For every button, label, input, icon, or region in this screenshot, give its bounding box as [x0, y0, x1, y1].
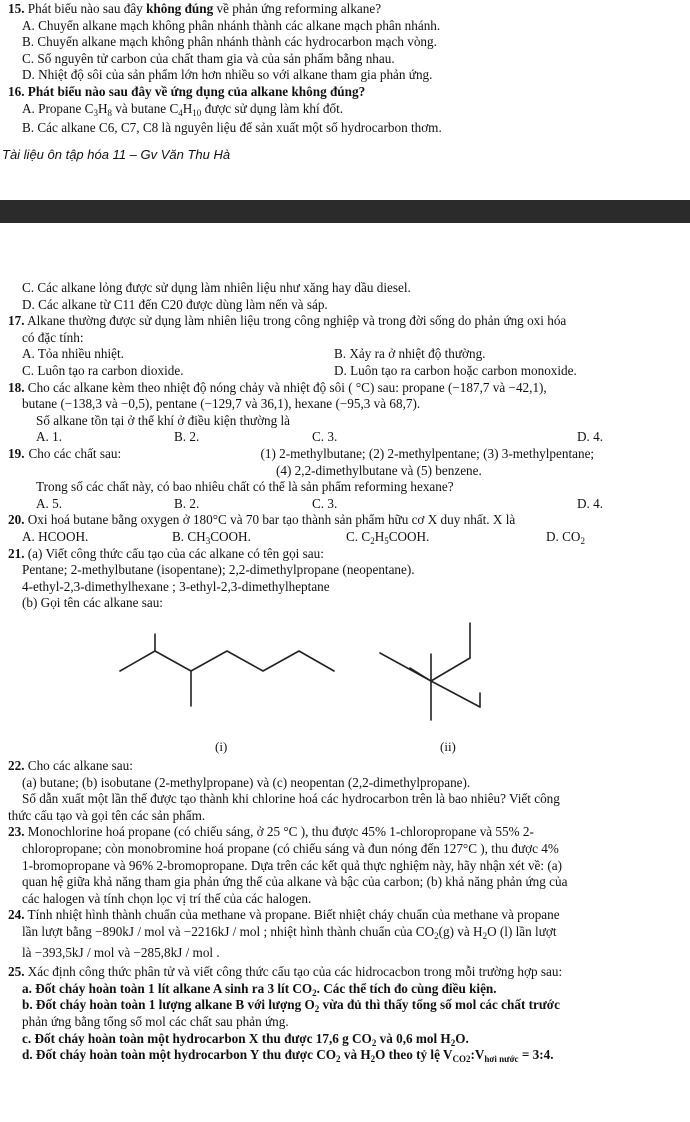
- answer-17a: A. Tỏa nhiều nhiệt.: [22, 346, 124, 362]
- question-22: 22. Cho các alkane sau:: [8, 758, 133, 773]
- question-25b: b. Đốt cháy hoàn toàn 1 lượng alkane B với lượng $O_2$ vừa đủ thì thấy tổng số mol các chất trước: [22, 997, 560, 1014]
- answers-20: A. HCOOH. B. $CH_3COOH$. C. $C_2H_5COOH$. D. $CO_2$: [22, 528, 585, 546]
- question-17-line2: có đặc tính:: [22, 329, 84, 345]
- answer-15c: C. Số nguyên tử carbon của chất tham gia và của sản phẩm bằng nhau.: [22, 50, 395, 66]
- question-21: 21. (a) Viết công thức cấu tạo của các alkane có tên gọi sau:: [8, 545, 324, 561]
- question-25a: a. Đốt cháy hoàn toàn 1 lít alkane A sinh ra 3 lít $CO_2$. Các thể tích đo cùng điều kiện.: [22, 980, 497, 998]
- answer-15b: B. Chuyển alkane mạch không phân nhánh thành các hydrocarbon mạch vòng.: [22, 34, 437, 50]
- question-25d: d. Đốt cháy hoàn toàn một hydrocarbon Y thu được $CO_2$ và $H_2O$ theo tỷ lệ $V_{CO2}:V_{hơi nước}$ = 3:4.: [22, 1047, 554, 1064]
- question-25c: c. Đốt cháy hoàn toàn một hydrocarbon X thu được 17,6 g $CO_2$ và 0,6 mol $H_2O$.: [22, 1030, 469, 1048]
- question-16: 16. Phát biểu nào sau đây về ứng dụng của alkane không đúng?: [8, 83, 366, 99]
- answer-16b: B. Các alkane C6, C7, C8 là nguyên liệu để sản xuất một số hydrocarbon thơm.: [22, 120, 442, 136]
- answer-16c: C. Các alkane lỏng được sử dụng làm nhiên liệu như xăng hay dầu diesel.: [22, 280, 411, 295]
- answers-18: A. 1. B. 2. C. 3. D. 4.: [36, 429, 604, 445]
- answer-17b: B. Xảy ra ở nhiệt độ thường.: [334, 346, 486, 362]
- caption-ii: (ii): [440, 739, 456, 754]
- question-18: 18. Cho các alkane kèm theo nhiệt độ nóng chảy và nhiệt độ sôi ( °C) sau: propane (−187,7 và −42,1),: [8, 379, 547, 395]
- structure-i-skeletal-formula: [120, 634, 334, 706]
- question-25: 25. Xác định công thức phân tử và viết công thức cấu tạo của các hidrocacbon trong mỗi trường hợp sau:: [8, 964, 563, 980]
- question-19: 19. Cho các chất sau: (1) 2-methylbutane; (2) 2-methylpentane; (3) 3-methylpentane;: [8, 445, 595, 461]
- question-17: 17. Alkane thường được sử dụng làm nhiên liệu trong công nghiệp và trong đời sống do phản ứng oxi hóa: [8, 313, 567, 329]
- answers-19: A. 5. B. 2. C. 3. D. 4.: [36, 495, 604, 511]
- answer-17d: D. Luôn tạo ra carbon hoặc carbon monoxide.: [334, 362, 577, 378]
- question-number: 16.: [8, 83, 25, 99]
- main-block: C. Các alkane lỏng được sử dụng làm nhiên liệu như xăng hay dầu diesel. D. Các alkane từ C11 đến C20 được dùng làm nến và sáp. 17. Alkane thường được sử dụng làm nhiên liệu trong công nghiệp và trong đời sống do phản ứng oxi hóa có đặc tính: A. Tỏa nhiều nhiệt. B. Xảy ra ở nhiệt độ thường. C. Luôn tạo ra carbon dioxide. D. Luôn tạo ra carbon hoặc carbon monoxide. 18. Cho các alkane kèm theo nhiệt độ nóng chảy và nhiệt độ sôi ( °C) sau: propane (−187,7 và −42,1), butane (−138,3 và −0,5), pentane (−129,7 và 36,1), hexane (−95,3 và 68,7). Số alkane tồn tại ở thể khí ở điều kiện thường là A. 1. B. 2. C. 3. D. 4. 19. Cho các chất sau: (1) 2-methylbutane; (2) 2-methylpentane; (3) 3-methylpentane; (4) 2,2-dimethylbutane và (5) benzene. Trong số các chất này, có bao nhiêu chất có thể là sản phẩm reforming hexane? A. 5. B. 2. C. 3. D. 4. 20. Oxi hoá butane bằng oxygen ở 180°C và 70 bar tạo thành sản phẩm hữu cơ X duy nhất. X là A. HCOOH. B. $CH_3COOH$. C. $C_2H_5COOH$. D. $CO_2$ 21. (a) Viết công thức cấu tạo của các alkane có tên gọi sau: Pentane; 2-methylbutane (isopentane); 2,2-dimethylpropane (neopentane). 4-ethyl-2,3-dimethylhexane ; 3-ethyl-2,3-dimethylheptane (b) Gọi tên các alkane sau:: [0, 280, 690, 612]
- source-footer: Tài liệu ôn tập hóa 11 – Gv Văn Thu Hà: [2, 147, 231, 162]
- question-24: 24. Tính nhiệt hình thành chuẩn của methane và propane. Biết nhiệt cháy chuẩn của methane và propane: [8, 907, 560, 923]
- question-23: 23. Monochlorine hoá propane (có chiếu sáng, ở 25 °C ), thu được 45% 1-chloropropane và 55% 2-: [8, 824, 534, 840]
- question-15: 15. Phát biểu nào sau đây không đúng về phản ứng reforming alkane?: [8, 1, 382, 16]
- answer-16d: D. Các alkane từ C11 đến C20 được dùng làm nến và sáp.: [22, 296, 328, 312]
- answer-16a: A. Propane $C_3H_8$ và butane $C_4H_{10}$ được sử dụng làm khí đốt.: [22, 100, 344, 118]
- structure-ii-skeletal-formula: [380, 623, 480, 720]
- answer-15d: D. Nhiệt độ sôi của sản phẩm lớn hơn nhiều so với alkane tham gia phản ứng.: [22, 67, 433, 83]
- answer-15a: A. Chuyển alkane mạch không phân nhánh thành các alkane mạch phân nhánh.: [22, 17, 441, 33]
- question-number: 15.: [8, 1, 25, 16]
- caption-i: (i): [215, 739, 228, 754]
- answer-17c: C. Luôn tạo ra carbon dioxide.: [22, 362, 184, 378]
- question-20: 20. Oxi hoá butane bằng oxygen ở 180°C và 70 bar tạo thành sản phẩm hữu cơ X duy nhất. X là: [8, 512, 516, 528]
- lower-block: 22. Cho các alkane sau: (a) butane; (b) isobutane (2-methylpropane) và (c) neopentan (2,2-dimethylpropane). Số dẫn xuất một lần thế được tạo thành khi chlorine hoá các hydrocarbon trên là bao nhiêu? Viết công thức cấu tạo và gọi tên các sản phẩm. 23. Monochlorine hoá propane (có chiếu sáng, ở 25 °C ), thu được 45% 1-chloropropane và 55% 2- chloropropane; còn monobromine hoá propane (có chiếu sáng và đun nóng đến 127°C ), thu được 4% 1-bromopropane và 96% 2-bromopropane. Dựa trên các kết quả thực nghiệm này, hãy nhận xét về: (a) quan hệ giữa khả năng tham gia phản ứng thế của alkane và bậc của carbon; (b) khả năng phản ứng của các halogen và tính chọn lọc vị trí thế của các halogen. 24. Tính nhiệt hình thành chuẩn của methane và propane. Biết nhiệt cháy chuẩn của methane và propane lần lượt bằng −890kJ / mol và −2216kJ / mol ; nhiệt hình thành chuẩn của $CO_2(g)$ và $H_2O$ (l) lần lượt là −393,5kJ / mol và −285,8kJ / mol . 25. Xác định công thức phân tử và viết công thức cấu tạo của các hidrocacbon trong mỗi trường hợp sau: a. Đốt cháy hoàn toàn 1 lít alkane A sinh ra 3 lít $CO_2$. Các thể tích đo cùng điều kiện. b. Đốt cháy hoàn toàn 1 lượng alkane B với lượng $O_2$ vừa đủ thì thấy tổng số mol các chất trước phản ứng bằng tổng số mol các chất sau phản ứng. c. Đốt cháy hoàn toàn một hydrocarbon X thu được 17,6 g $CO_2$ và 0,6 mol $H_2O$. d. Đốt cháy hoàn toàn một hydrocarbon Y thu được $CO_2$ và $H_2O$ theo tỷ lệ $V_{CO2}:V_{hơi nước}$ = 3:4.: [0, 758, 690, 1064]
